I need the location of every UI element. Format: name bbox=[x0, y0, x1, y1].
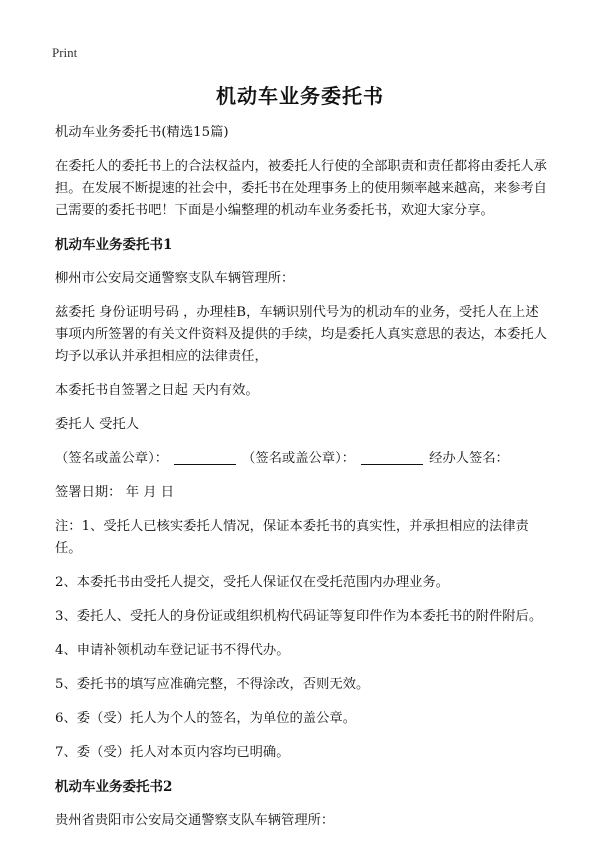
section2-addressee: 贵州省贵阳市公安局交通警察支队车辆管理所： bbox=[55, 813, 335, 828]
document-body bbox=[55, 122, 550, 844]
document-title: 机动车业务委托书 bbox=[216, 84, 384, 108]
note-item: 5、委托书的填写应准确完整，不得涂改，否则无效。 bbox=[55, 677, 370, 692]
sign-label-a: （签名或盖公章）： bbox=[55, 451, 169, 466]
section1-body: 兹委托 身份证明号码 ，办理桂B，车辆识别代号为的机动车的业务，受托人在上述事项内所签署的有关文件资料及提供的手续，均是委托人真实意思的表达，本委托人均予以承认并承担相应的法律责任， bbox=[55, 305, 547, 364]
section1-heading: 机动车业务委托书1 bbox=[55, 237, 173, 253]
note-item: 3、委托人、受托人的身份证或组织机构代码证等复印件作为本委托书的附件附后。 bbox=[55, 609, 543, 624]
note-item: 2、本委托书由受托人提交，受托人保证仅在受托范围内办理业务。 bbox=[55, 575, 450, 590]
note-item: 6、委（受）托人为个人的签名，为单位的盖公章。 bbox=[55, 711, 356, 726]
section1-addressee: 柳州市公安局交通警察支队车辆管理所： bbox=[55, 271, 295, 286]
sign-label-b: （签名或盖公章）： bbox=[242, 451, 356, 466]
date-line: 签署日期： 年 月 日 bbox=[55, 485, 175, 500]
intro-subtitle: 机动车业务委托书(精选15篇) bbox=[55, 125, 229, 140]
signature-line bbox=[55, 448, 550, 470]
section1-validity: 本委托书自签署之日起 天内有效。 bbox=[55, 383, 259, 398]
note-item: 7、委（受）托人对本页内容均已明确。 bbox=[55, 745, 290, 760]
section2-heading: 机动车业务委托书2 bbox=[55, 779, 173, 795]
section1-parties: 委托人 受托人 bbox=[55, 417, 140, 432]
signature-blank-b bbox=[361, 450, 423, 465]
note-item: 注：1、受托人已核实委托人情况，保证本委托书的真实性，并承担相应的法律责任。 bbox=[55, 519, 529, 556]
note-item: 4、申请补领机动车登记证书不得代办。 bbox=[55, 643, 290, 658]
intro-paragraph: 在委托人的委托书上的合法权益内，被委托人行使的全部职责和责任都将由委托人承担。在发展不断提速的社会中，委托书在处理事务上的使用频率越来越高，来参考自己需要的委托书吧！下面是小编整理的机动车业务委托书，欢迎大家分享。 bbox=[55, 159, 547, 218]
signature-blank-a bbox=[174, 450, 236, 465]
sign-label-c: 经办人签名： bbox=[429, 451, 509, 466]
print-label[interactable]: Print bbox=[52, 45, 78, 60]
